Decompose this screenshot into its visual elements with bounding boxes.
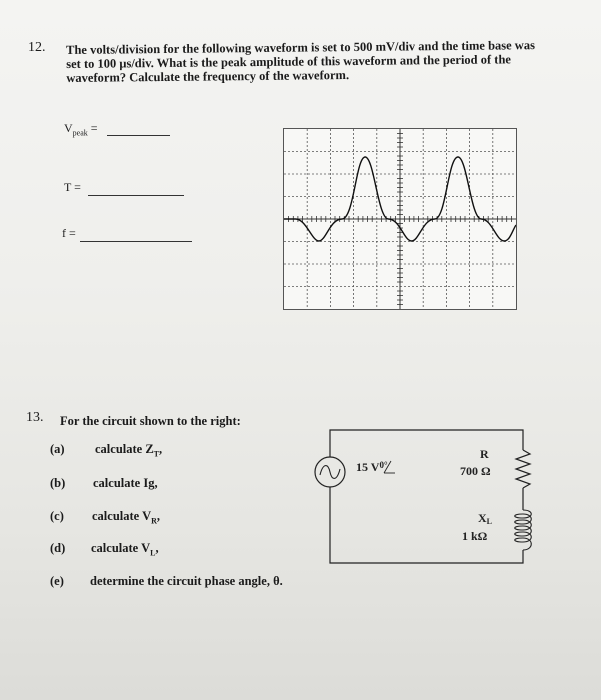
item-d-text: calculate $V_L$, bbox=[91, 541, 159, 558]
vpeak-label: $V_{peak}$ = bbox=[64, 121, 98, 138]
question-12-line-3: waveform? Calculate the frequency of the waveform. bbox=[66, 68, 350, 85]
resistor-value: 700 Ω bbox=[460, 464, 491, 478]
frequency-answer-line[interactable] bbox=[80, 241, 192, 242]
series-rl-circuit bbox=[300, 425, 540, 575]
item-a-text: calculate $Z_T$, bbox=[95, 442, 163, 459]
inductor-coil-symbol bbox=[515, 510, 532, 550]
item-a-letter: (a) bbox=[50, 442, 65, 456]
inductor-label: XL bbox=[478, 511, 493, 526]
source-value-label: 15 $V^{0^\circ}$ bbox=[356, 460, 388, 474]
item-d-letter: (d) bbox=[50, 541, 66, 555]
item-c-text: calculate $V_R$, bbox=[92, 509, 161, 526]
item-e-letter: (e) bbox=[50, 574, 64, 588]
period-answer-line[interactable] bbox=[88, 195, 184, 196]
item-b-text: calculate Ig, bbox=[93, 476, 158, 490]
question-13-number: 13. bbox=[26, 410, 44, 425]
question-12-line-2: set to 100 μs/div. What is the peak amplitude of this waveform and the period of the bbox=[66, 52, 511, 71]
circuit-wires bbox=[330, 430, 523, 563]
item-b-letter: (b) bbox=[50, 476, 66, 490]
resistor-label: R bbox=[480, 447, 489, 461]
item-e-text: determine the circuit phase angle, θ. bbox=[90, 574, 283, 588]
ac-source-symbol bbox=[315, 457, 345, 487]
inductor-value: 1 kΩ bbox=[462, 529, 488, 543]
period-label: T = bbox=[64, 180, 81, 194]
question-13-intro: For the circuit shown to the right: bbox=[60, 414, 241, 428]
frequency-label: f = bbox=[62, 226, 76, 240]
item-c-letter: (c) bbox=[50, 509, 64, 523]
oscilloscope-display bbox=[283, 128, 517, 310]
question-12-text bbox=[66, 38, 535, 85]
vpeak-answer-line[interactable] bbox=[107, 135, 170, 136]
question-12-line-1: The volts/division for the following waveform is set to 500 mV/div and the time base was bbox=[66, 38, 535, 57]
resistor-symbol bbox=[516, 450, 530, 488]
question-12-number: 12. bbox=[28, 40, 46, 55]
sine-icon bbox=[320, 466, 340, 479]
